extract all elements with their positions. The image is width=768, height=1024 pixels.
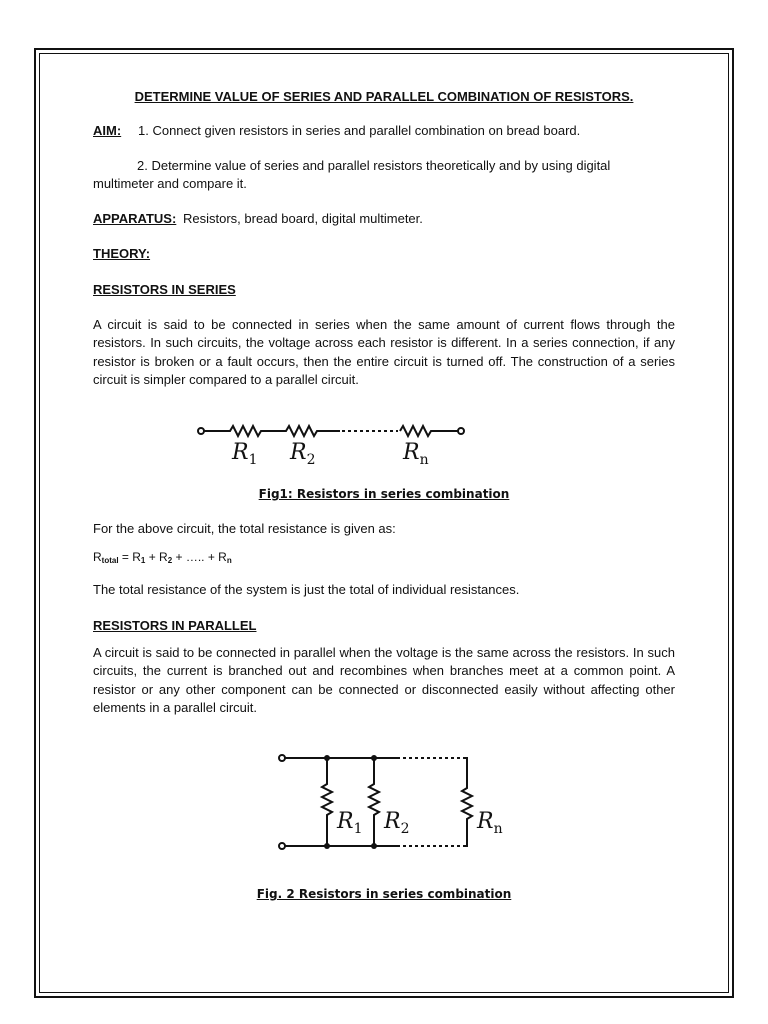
series-circuit-diagram xyxy=(190,418,480,470)
parallel-resistor-r1 xyxy=(322,758,332,846)
parallel-paragraph: A circuit is said to be connected in parallel when the voltage is the same across the resistors. In such circuits, the current is branched out and recombines when branches meet at a common point. A resistor or any other component can be connected or disconnected easily without affecting other elements in a parallel circuit. xyxy=(93,645,675,715)
parallel-terminal-bottom xyxy=(279,843,285,849)
formula-intro: For the above circuit, the total resistance is given as: xyxy=(93,521,396,536)
parallel-label-rn: $R_n$ xyxy=(477,809,503,837)
series-terminal-right xyxy=(458,428,464,434)
parallel-label-r1: $R_1$ xyxy=(337,809,363,837)
aim-item-1: 1. Connect given resistors in series and parallel combination on bread board. xyxy=(138,123,581,138)
parallel-circuit-diagram xyxy=(270,748,510,858)
parallel-junction xyxy=(371,843,377,849)
total-resistance-formula: $R_{total} = R_1 + R_2$ + ….. + $R_n$ xyxy=(93,550,232,565)
series-label-rn: $R_n$ xyxy=(403,440,429,468)
parallel-label-r2: $R_2$ xyxy=(384,809,410,837)
apparatus-text: Resistors, bread board, digital multimeter. xyxy=(183,211,423,226)
aim-item-2-line1: 2. Determine value of series and parallel resistors theoretically and by using digital xyxy=(137,158,611,173)
theory-heading: THEORY: xyxy=(93,246,151,261)
aim-item-2-line2: multimeter and compare it. xyxy=(93,176,247,191)
parallel-heading: RESISTORS IN PARALLEL xyxy=(93,618,257,633)
document-title: DETERMINE VALUE OF SERIES AND PARALLEL COMBINATION OF RESISTORS. xyxy=(134,89,634,104)
series-resistor-r1-r2 xyxy=(204,426,340,436)
aim-label: AIM: xyxy=(93,123,122,138)
figure-1-caption: Fig1: Resistors in series combination xyxy=(258,487,510,501)
series-paragraph: A circuit is said to be connected in series when the same amount of current flows through the resistors. In such circuits, the voltage across each resistor is different. In a series connection, if any resistor is broken or a fault occurs, then the entire circuit is turned off. The construction of a series circuit is simpler compared to a parallel circuit. xyxy=(93,317,675,387)
parallel-junction xyxy=(324,843,330,849)
parallel-junction xyxy=(371,755,377,761)
parallel-resistor-rn xyxy=(462,758,472,846)
series-terminal-left xyxy=(198,428,204,434)
series-resistor-rn xyxy=(400,426,458,436)
apparatus-label: APPARATUS: xyxy=(93,211,177,226)
series-label-r2: $R_2$ xyxy=(290,440,316,468)
series-heading: RESISTORS IN SERIES xyxy=(93,282,236,297)
parallel-junction xyxy=(324,755,330,761)
figure-2-caption: Fig. 2 Resistors in series combination xyxy=(256,887,512,901)
parallel-terminal-top xyxy=(279,755,285,761)
series-label-r1: $R_1$ xyxy=(232,440,258,468)
parallel-resistor-r2 xyxy=(369,758,379,846)
series-conclusion: The total resistance of the system is just the total of individual resistances. xyxy=(93,582,520,597)
